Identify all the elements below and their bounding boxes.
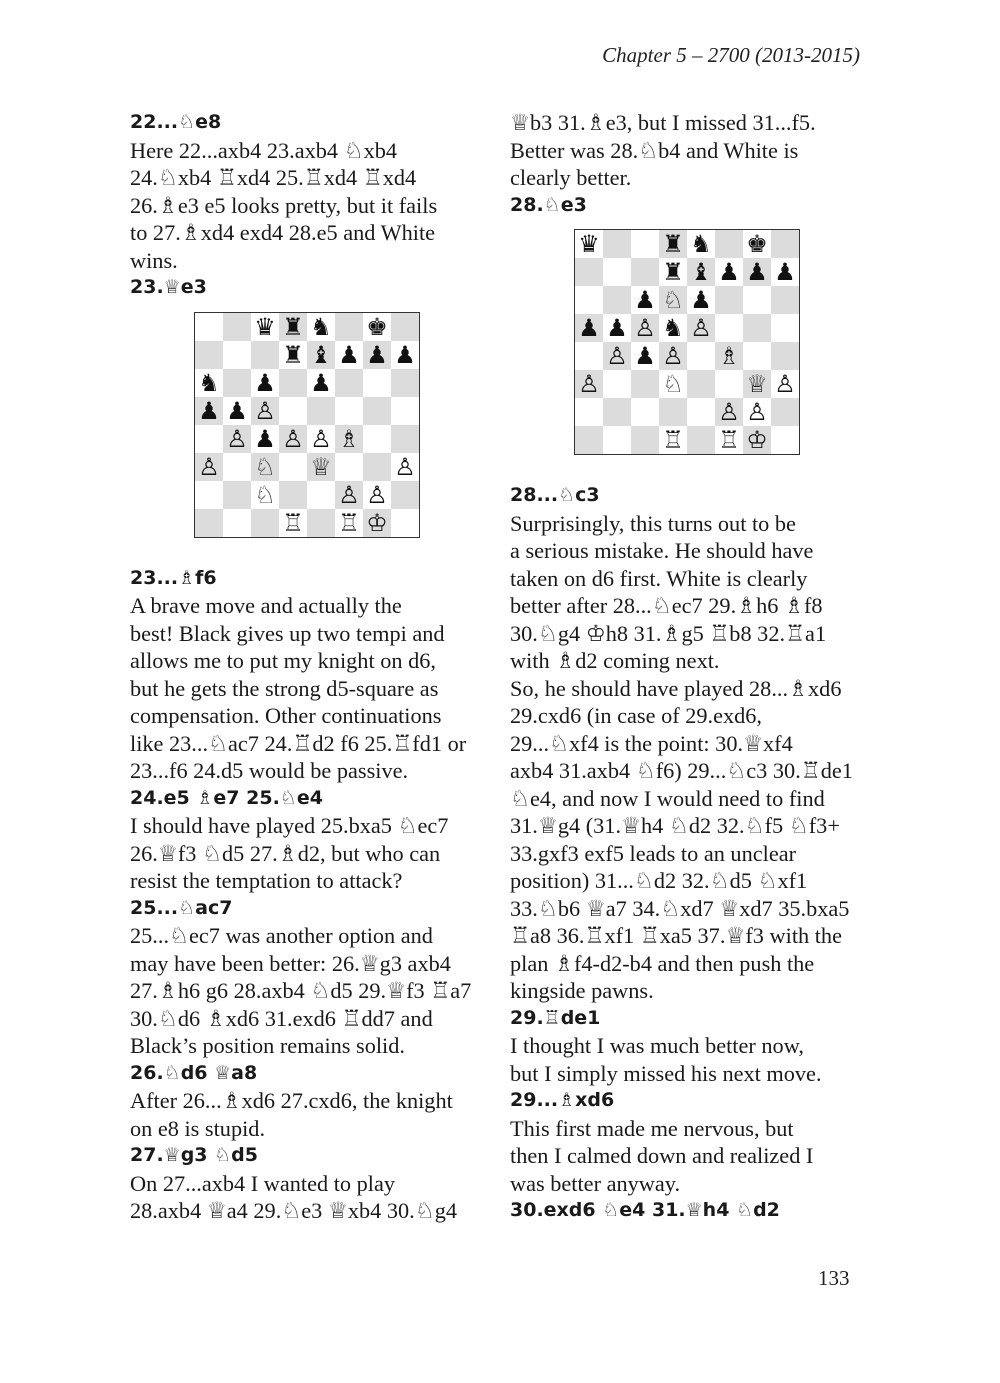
text-line: 30.♘d6 ♗xd6 31.exd6 ♖dd7 and	[130, 1005, 433, 1031]
board-square	[631, 286, 659, 314]
board-square	[659, 230, 687, 258]
board-square	[603, 398, 631, 426]
chess-piece-icon: ♝	[690, 258, 712, 286]
move-heading: 29...♗xd6	[510, 1089, 615, 1111]
board-square	[391, 341, 419, 369]
board-square	[715, 370, 743, 398]
move-heading: 22...♘e8	[130, 111, 222, 133]
chess-piece-icon: ♟	[338, 340, 360, 369]
board-square	[335, 369, 363, 397]
board-square	[335, 397, 363, 425]
board-square	[771, 370, 799, 398]
board-square	[223, 313, 251, 341]
board-square	[687, 342, 715, 370]
board-square	[743, 286, 771, 314]
board-square	[659, 426, 687, 454]
board-square	[631, 398, 659, 426]
board-square	[251, 313, 279, 341]
board-square	[687, 230, 715, 258]
chess-piece-icon: ♟	[254, 368, 276, 397]
board-square	[279, 453, 307, 481]
text-line: 31.♕g4 (31.♕h4 ♘d2 32.♘f5 ♘f3+	[510, 813, 840, 838]
text-line: on e8 is stupid.	[130, 1115, 266, 1141]
text-line: best! Black gives up two tempi and	[130, 620, 445, 646]
board-square	[575, 342, 603, 370]
chess-board	[574, 229, 800, 455]
board-square	[223, 509, 251, 537]
board-square	[687, 286, 715, 314]
board-square	[391, 313, 419, 341]
chess-diagram-1	[194, 312, 549, 538]
text-line: I should have played 25.bxa5 ♘ec7	[130, 813, 449, 838]
board-square	[391, 397, 419, 425]
board-square	[391, 453, 419, 481]
text-line: clearly better.	[510, 165, 632, 190]
move-heading: 29.♖de1	[510, 1006, 601, 1029]
board-square	[307, 425, 335, 453]
chess-piece-icon: ♜	[282, 340, 304, 369]
text-line: 29.cxd6 (in case of 29.exd6,	[510, 703, 763, 728]
text-line: So, he should have played 28...♗xd6	[510, 675, 842, 701]
text-line: to 27.♗xd4 exd4 28.e5 and White	[130, 220, 436, 245]
move-heading: 26.♘d6 ♕a8	[130, 1061, 258, 1084]
chess-piece-icon: ♟	[774, 258, 796, 286]
board-square	[575, 230, 603, 258]
move-heading: 28...♘c3	[510, 484, 600, 506]
board-square	[743, 342, 771, 370]
board-square	[743, 398, 771, 426]
chess-piece-icon: ♙	[198, 452, 220, 481]
board-square	[195, 313, 223, 341]
text-line: kingside pawns.	[510, 978, 654, 1003]
text-line: resist the temptation to attack?	[130, 868, 403, 893]
text-line: taken on d6 first. White is clearly	[510, 565, 808, 591]
board-square	[603, 342, 631, 370]
board-square	[631, 426, 659, 454]
move-heading: 30.exd6 ♘e4 31.♕h4 ♘d2	[510, 1199, 780, 1221]
board-square	[335, 313, 363, 341]
board-square	[715, 258, 743, 286]
board-square	[363, 509, 391, 537]
board-square	[743, 426, 771, 454]
board-square	[307, 369, 335, 397]
board-square	[715, 426, 743, 454]
chess-piece-icon: ♙	[366, 480, 388, 509]
chess-piece-icon: ♜	[662, 230, 684, 258]
chess-piece-icon: ♖	[338, 508, 360, 537]
board-square	[603, 286, 631, 314]
board-square	[575, 314, 603, 342]
chess-piece-icon: ♟	[198, 396, 220, 425]
chess-piece-icon: ♟	[310, 368, 332, 397]
text-line: like 23...♘ac7 24.♖d2 f6 25.♖fd1 or	[130, 730, 467, 756]
text-line: After 26...♗xd6 27.cxd6, the knight	[130, 1088, 453, 1113]
chess-piece-icon: ♙	[226, 424, 248, 453]
page-number: 133	[818, 1266, 850, 1290]
board-square	[391, 481, 419, 509]
board-square	[223, 397, 251, 425]
board-square	[631, 258, 659, 286]
board-square	[195, 453, 223, 481]
board-square	[251, 425, 279, 453]
chess-piece-icon: ♟	[634, 342, 656, 370]
board-square	[335, 481, 363, 509]
board-square	[659, 258, 687, 286]
chess-piece-icon: ♘	[662, 370, 684, 398]
text-line: was better anyway.	[510, 1170, 681, 1196]
text-line: ♘e4, and now I would need to find	[510, 785, 825, 811]
chess-piece-icon: ♙	[254, 396, 276, 425]
text-line: plan ♗f4-d2-b4 and then push the	[510, 950, 815, 976]
text-line: 27.♗h6 g6 28.axb4 ♘d5 29.♕f3 ♖a7	[130, 978, 472, 1003]
chess-piece-icon: ♗	[338, 424, 360, 453]
chess-piece-icon: ♟	[746, 258, 768, 286]
board-square	[335, 453, 363, 481]
board-square	[575, 398, 603, 426]
board-square	[659, 286, 687, 314]
chess-piece-icon: ♕	[310, 452, 332, 481]
board-square	[307, 313, 335, 341]
left-text-b	[130, 565, 485, 1225]
board-square	[335, 509, 363, 537]
board-square	[195, 425, 223, 453]
board-square	[631, 230, 659, 258]
board-square	[223, 369, 251, 397]
chess-piece-icon: ♙	[310, 424, 332, 453]
board-square	[743, 370, 771, 398]
text-line: 23...f6 24.d5 would be passive.	[130, 758, 409, 783]
text-line: 30.♘g4 ♔h8 31.♗g5 ♖b8 32.♖a1	[510, 620, 827, 646]
chess-piece-icon: ♟	[226, 396, 248, 425]
chess-piece-icon: ♞	[198, 368, 220, 397]
board-square	[279, 341, 307, 369]
chess-piece-icon: ♗	[718, 342, 740, 370]
board-square	[391, 509, 419, 537]
chess-piece-icon: ♞	[662, 314, 684, 342]
board-square	[771, 258, 799, 286]
board-square	[195, 509, 223, 537]
board-square	[603, 370, 631, 398]
board-square	[223, 425, 251, 453]
text-line: ♖a8 36.♖xf1 ♖xa5 37.♕f3 with the	[510, 923, 842, 948]
board-square	[659, 398, 687, 426]
text-line: I thought I was much better now,	[510, 1033, 804, 1058]
board-square	[743, 314, 771, 342]
board-square	[335, 425, 363, 453]
board-square	[363, 369, 391, 397]
board-square	[687, 398, 715, 426]
chess-piece-icon: ♖	[282, 508, 304, 537]
left-text-a	[130, 109, 485, 302]
chess-piece-icon: ♙	[774, 370, 796, 398]
text-line: but he gets the strong d5-square as	[130, 675, 439, 701]
board-square	[223, 481, 251, 509]
chess-piece-icon: ♛	[578, 230, 600, 258]
chess-piece-icon: ♟	[366, 340, 388, 369]
board-square	[335, 341, 363, 369]
chess-piece-icon: ♙	[718, 398, 740, 426]
text-line: 24.♘xb4 ♖xd4 25.♖xd4 ♖xd4	[130, 165, 417, 190]
text-line: with ♗d2 coming next.	[510, 648, 720, 673]
text-line: Black’s position remains solid.	[130, 1033, 405, 1058]
chess-piece-icon: ♙	[578, 370, 600, 398]
board-square	[251, 481, 279, 509]
right-column	[510, 109, 870, 1225]
board-square	[715, 314, 743, 342]
board-square	[603, 426, 631, 454]
board-square	[631, 314, 659, 342]
board-square	[771, 286, 799, 314]
chess-piece-icon: ♞	[310, 312, 332, 341]
chess-piece-icon: ♟	[394, 340, 416, 369]
text-line: 29...♘xf4 is the point: 30.♕xf4	[510, 730, 793, 756]
text-line: allows me to put my knight on d6,	[130, 648, 436, 673]
chess-piece-icon: ♜	[282, 312, 304, 341]
chess-piece-icon: ♔	[366, 508, 388, 537]
board-square	[391, 369, 419, 397]
move-heading: 28.♘e3	[510, 193, 587, 216]
chess-piece-icon: ♟	[578, 314, 600, 342]
right-text-a	[510, 109, 870, 219]
left-column	[130, 109, 485, 1225]
text-line: a serious mistake. He should have	[510, 538, 814, 563]
board-square	[195, 369, 223, 397]
board-square	[771, 230, 799, 258]
board-square	[307, 509, 335, 537]
chess-piece-icon: ♛	[254, 312, 276, 341]
text-line: compensation. Other continuations	[130, 703, 442, 728]
chess-piece-icon: ♙	[606, 342, 628, 370]
board-square	[251, 453, 279, 481]
chess-piece-icon: ♟	[254, 424, 276, 453]
text-line: better after 28...♘ec7 29.♗h6 ♗f8	[510, 593, 823, 618]
chess-piece-icon: ♘	[254, 480, 276, 509]
board-square	[659, 342, 687, 370]
text-line: then I calmed down and realized I	[510, 1143, 814, 1168]
board-square	[687, 426, 715, 454]
board-square	[659, 314, 687, 342]
board-square	[279, 425, 307, 453]
board-square	[279, 313, 307, 341]
board-square	[251, 369, 279, 397]
move-heading: 25...♘ac7	[130, 896, 233, 919]
chess-piece-icon: ♙	[662, 342, 684, 370]
board-square	[575, 370, 603, 398]
board-square	[603, 258, 631, 286]
board-square	[715, 286, 743, 314]
chess-piece-icon: ♞	[690, 230, 712, 258]
board-square	[631, 370, 659, 398]
move-heading: 27.♕g3 ♘d5	[130, 1144, 258, 1166]
chess-piece-icon: ♙	[394, 452, 416, 481]
board-square	[195, 481, 223, 509]
move-heading: 23.♕e3	[130, 276, 207, 298]
board-square	[363, 341, 391, 369]
board-square	[603, 314, 631, 342]
move-heading: 24.e5 ♗e7 25.♘e4	[130, 786, 323, 809]
board-square	[715, 398, 743, 426]
board-square	[687, 314, 715, 342]
board-square	[363, 425, 391, 453]
text-line: 26.♕f3 ♘d5 27.♗d2, but who can	[130, 840, 441, 866]
board-square	[279, 369, 307, 397]
text-line: 33.gxf3 exf5 leads to an unclear	[510, 840, 797, 866]
text-line: On 27...axb4 I wanted to play	[130, 1170, 396, 1196]
chess-piece-icon: ♟	[690, 286, 712, 314]
board-square	[391, 425, 419, 453]
chess-piece-icon: ♟	[634, 286, 656, 314]
chess-piece-icon: ♖	[662, 426, 684, 454]
text-line: Better was 28.♘b4 and White is	[510, 137, 799, 163]
board-square	[307, 341, 335, 369]
board-square	[279, 397, 307, 425]
chess-piece-icon: ♔	[746, 426, 768, 454]
text-line: Here 22...axb4 23.axb4 ♘xb4	[130, 137, 398, 163]
move-heading: 23...♗f6	[130, 566, 217, 589]
board-square	[771, 426, 799, 454]
chess-piece-icon: ♚	[746, 230, 768, 258]
chess-piece-icon: ♕	[746, 370, 768, 398]
chess-piece-icon: ♟	[606, 314, 628, 342]
right-text-b	[510, 482, 870, 1225]
text-line: 25...♘ec7 was another option and	[130, 923, 433, 948]
chess-board	[194, 312, 420, 538]
text-line: 26.♗e3 e5 looks pretty, but it fails	[130, 192, 438, 218]
chess-piece-icon: ♙	[282, 424, 304, 453]
board-square	[279, 509, 307, 537]
chess-piece-icon: ♘	[662, 286, 684, 314]
board-square	[771, 398, 799, 426]
board-square	[363, 453, 391, 481]
board-square	[307, 453, 335, 481]
board-square	[307, 481, 335, 509]
text-line: position) 31...♘d2 32.♘d5 ♘xf1	[510, 868, 808, 893]
board-square	[223, 453, 251, 481]
board-square	[307, 397, 335, 425]
board-square	[743, 258, 771, 286]
board-square	[771, 314, 799, 342]
chess-piece-icon: ♙	[746, 398, 768, 426]
board-square	[195, 341, 223, 369]
board-square	[631, 342, 659, 370]
chess-piece-icon: ♝	[310, 340, 332, 369]
chess-piece-icon: ♚	[366, 312, 388, 341]
chess-piece-icon: ♙	[690, 314, 712, 342]
text-line: A brave move and actually the	[130, 593, 402, 618]
text-line: 28.axb4 ♕a4 29.♘e3 ♕xb4 30.♘g4	[130, 1198, 458, 1223]
text-line: 33.♘b6 ♕a7 34.♘xd7 ♕xd7 35.bxa5	[510, 895, 850, 921]
chess-piece-icon: ♙	[338, 480, 360, 509]
board-square	[363, 481, 391, 509]
board-square	[251, 341, 279, 369]
text-line: Surprisingly, this turns out to be	[510, 510, 796, 536]
board-square	[743, 230, 771, 258]
board-square	[363, 397, 391, 425]
text-line: This first made me nervous, but	[510, 1115, 794, 1141]
board-square	[771, 342, 799, 370]
board-square	[279, 481, 307, 509]
board-square	[575, 258, 603, 286]
chess-piece-icon: ♖	[718, 426, 740, 454]
board-square	[575, 286, 603, 314]
text-line: axb4 31.axb4 ♘f6) 29...♘c3 30.♖de1	[510, 758, 853, 783]
text-line: ♕b3 31.♗e3, but I missed 31...f5.	[510, 110, 816, 135]
text-line: may have been better: 26.♕g3 axb4	[130, 950, 451, 976]
chess-piece-icon: ♜	[662, 258, 684, 286]
board-square	[251, 509, 279, 537]
chess-piece-icon: ♘	[254, 452, 276, 481]
chess-diagram-2	[574, 229, 934, 455]
board-square	[659, 370, 687, 398]
board-square	[363, 313, 391, 341]
board-square	[687, 258, 715, 286]
board-square	[195, 397, 223, 425]
board-square	[715, 230, 743, 258]
board-square	[687, 370, 715, 398]
chess-piece-icon: ♟	[718, 258, 740, 286]
text-line: wins.	[130, 247, 178, 273]
board-square	[603, 230, 631, 258]
board-square	[251, 397, 279, 425]
board-square	[223, 341, 251, 369]
chess-piece-icon: ♙	[634, 314, 656, 342]
board-square	[715, 342, 743, 370]
text-line: but I simply missed his next move.	[510, 1060, 822, 1086]
board-square	[575, 426, 603, 454]
chapter-header: Chapter 5 – 2700 (2013-2015)	[602, 43, 860, 67]
